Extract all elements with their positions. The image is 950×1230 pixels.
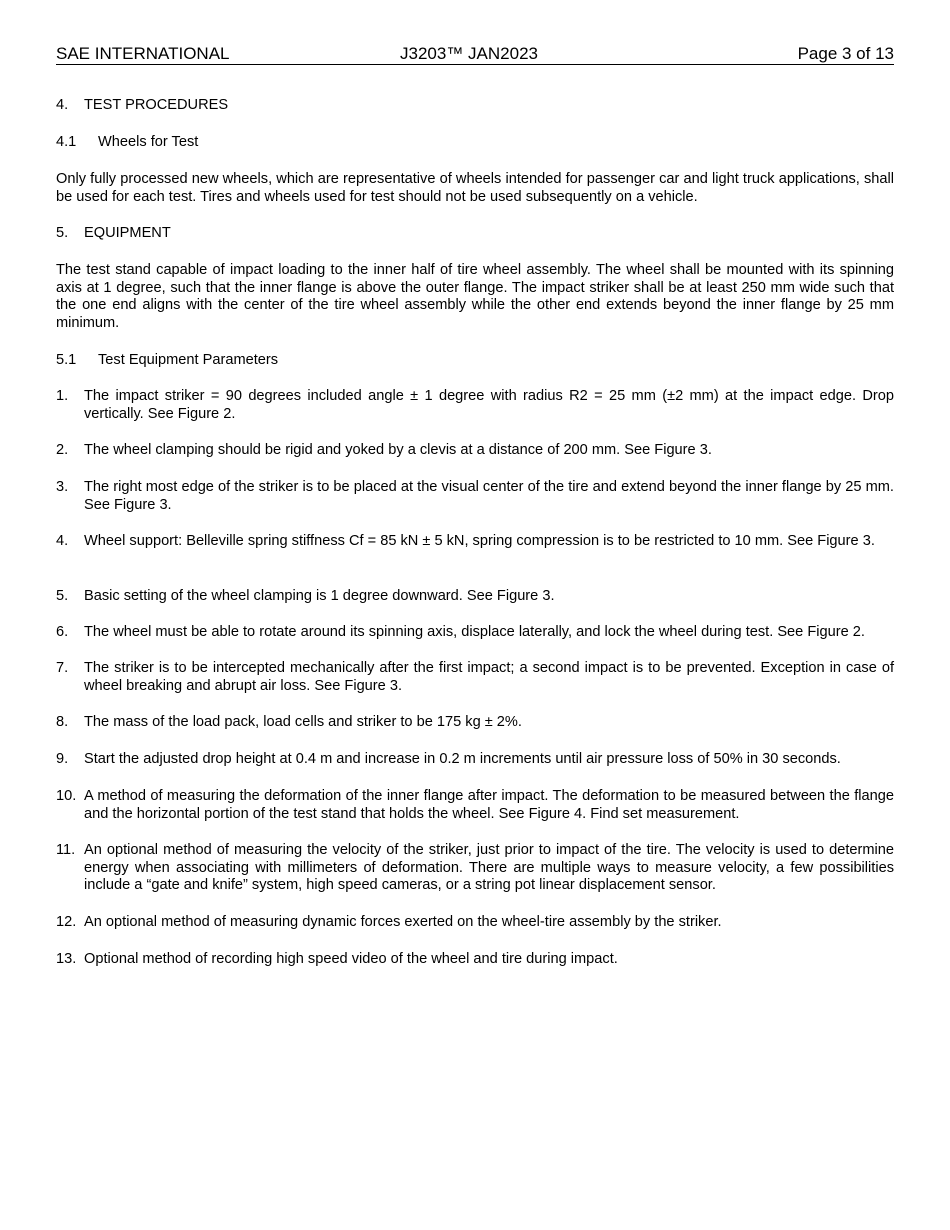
list-item-number: 3. (56, 479, 69, 495)
section-5-1-heading (56, 352, 278, 370)
list-item-number: 12. (56, 914, 77, 930)
section-4-heading (56, 97, 228, 115)
header-doc-id: J3203™ JAN2023 (400, 44, 538, 63)
section-4-1-heading (56, 134, 198, 152)
header-org: SAE INTERNATIONAL (56, 44, 230, 63)
list-item-text: Optional method of recording high speed video of the wheel and tire during impact. (84, 951, 618, 967)
list-item-text: The mass of the load pack, load cells and striker to be 175 kg ± 2%. (84, 714, 522, 730)
page-header (56, 44, 894, 65)
list-item (56, 714, 894, 732)
list-item (56, 479, 894, 514)
section-title: EQUIPMENT (84, 225, 171, 241)
list-item-number: 9. (56, 751, 69, 767)
section-5-heading (56, 225, 171, 243)
list-item (56, 660, 894, 695)
list-item-text: The wheel clamping should be rigid and yoked by a clevis at a distance of 200 mm. See Figure 3. (84, 442, 712, 458)
section-number: 4. (56, 97, 69, 113)
list-item-text: The wheel must be able to rotate around its spinning axis, displace laterally, and lock the wheel during test. See Figure 2. (84, 624, 865, 640)
section-title: TEST PROCEDURES (84, 97, 229, 113)
list-item (56, 442, 894, 460)
list-item-number: 6. (56, 624, 69, 640)
list-item-text: Wheel support: Belleville spring stiffness Cf = 85 kN ± 5 kN, spring compression is to be restricted to 10 mm. See Figure 3. (84, 533, 875, 549)
section-title: Test Equipment Parameters (98, 352, 279, 368)
list-item (56, 388, 894, 423)
section-number: 4.1 (56, 134, 77, 150)
list-item-number: 2. (56, 442, 69, 458)
list-item-text: The striker is to be intercepted mechanically after the first impact; a second impact is to be prevented. Exception in case of wheel breaking and abrupt air loss. See Figure 3. (84, 660, 894, 694)
list-item-number: 7. (56, 660, 69, 676)
list-item (56, 751, 894, 769)
section-4-1-body: Only fully processed new wheels, which are representative of wheels intended for passenger car and light truck applications, shall be used for each test. Tires and wheels used for test should not be used subsequently on a vehicle. (56, 171, 894, 205)
list-item (56, 533, 894, 551)
list-item-text: Start the adjusted drop height at 0.4 m and increase in 0.2 m increments until air pressure loss of 50% in 30 seconds. (84, 751, 841, 767)
section-5-body: The test stand capable of impact loading to the inner half of tire wheel assembly. The wheel shall be mounted with its spinning axis at 1 degree, such that the inner flange is above the outer flange. The impact striker shall be at least 250 mm wide such that the one end aligns with the center of the tire wheel assembly while the other end extends beyond the inner flange by 25 mm minimum. (56, 262, 894, 331)
list-item (56, 624, 894, 642)
list-item-number: 8. (56, 714, 69, 730)
list-item (56, 951, 894, 969)
list-item-text: A method of measuring the deformation of the inner flange after impact. The deformation to be measured between the flange and the horizontal portion of the test stand that holds the wheel. See Figure 4. Find set measurement. (84, 788, 894, 822)
list-item-text: An optional method of measuring dynamic forces exerted on the wheel-tire assembly by the striker. (84, 914, 722, 930)
list-item-text: Basic setting of the wheel clamping is 1 degree downward. See Figure 3. (84, 588, 555, 604)
list-item-text: The right most edge of the striker is to be placed at the visual center of the tire and extend beyond the inner flange by 25 mm. See Figure 3. (84, 479, 894, 513)
section-number: 5.1 (56, 352, 77, 368)
list-item-number: 1. (56, 388, 69, 404)
list-item-number: 11. (56, 842, 76, 858)
list-item-text: The impact striker = 90 degrees included angle ± 1 degree with radius R2 = 25 mm (±2 mm) at the impact edge. Drop vertically. See Figure 2. (84, 388, 894, 422)
list-item (56, 914, 894, 932)
list-item-number: 10. (56, 788, 77, 804)
section-title: Wheels for Test (98, 134, 199, 150)
list-item (56, 588, 894, 606)
list-item-text: An optional method of measuring the velocity of the striker, just prior to impact of the tire. The velocity is used to determine energy when associating with millimeters of deformation. There are multiple ways to measure velocity, a few possibilities include a “gate and knife” system, high speed cameras, or a string pot linear displacement sensor. (84, 842, 894, 893)
list-item-number: 13. (56, 951, 77, 967)
list-item (56, 842, 894, 895)
header-page-number: Page 3 of 13 (797, 44, 894, 63)
section-number: 5. (56, 225, 69, 241)
list-item-number: 4. (56, 533, 69, 549)
list-item (56, 788, 894, 823)
list-item-number: 5. (56, 588, 69, 604)
